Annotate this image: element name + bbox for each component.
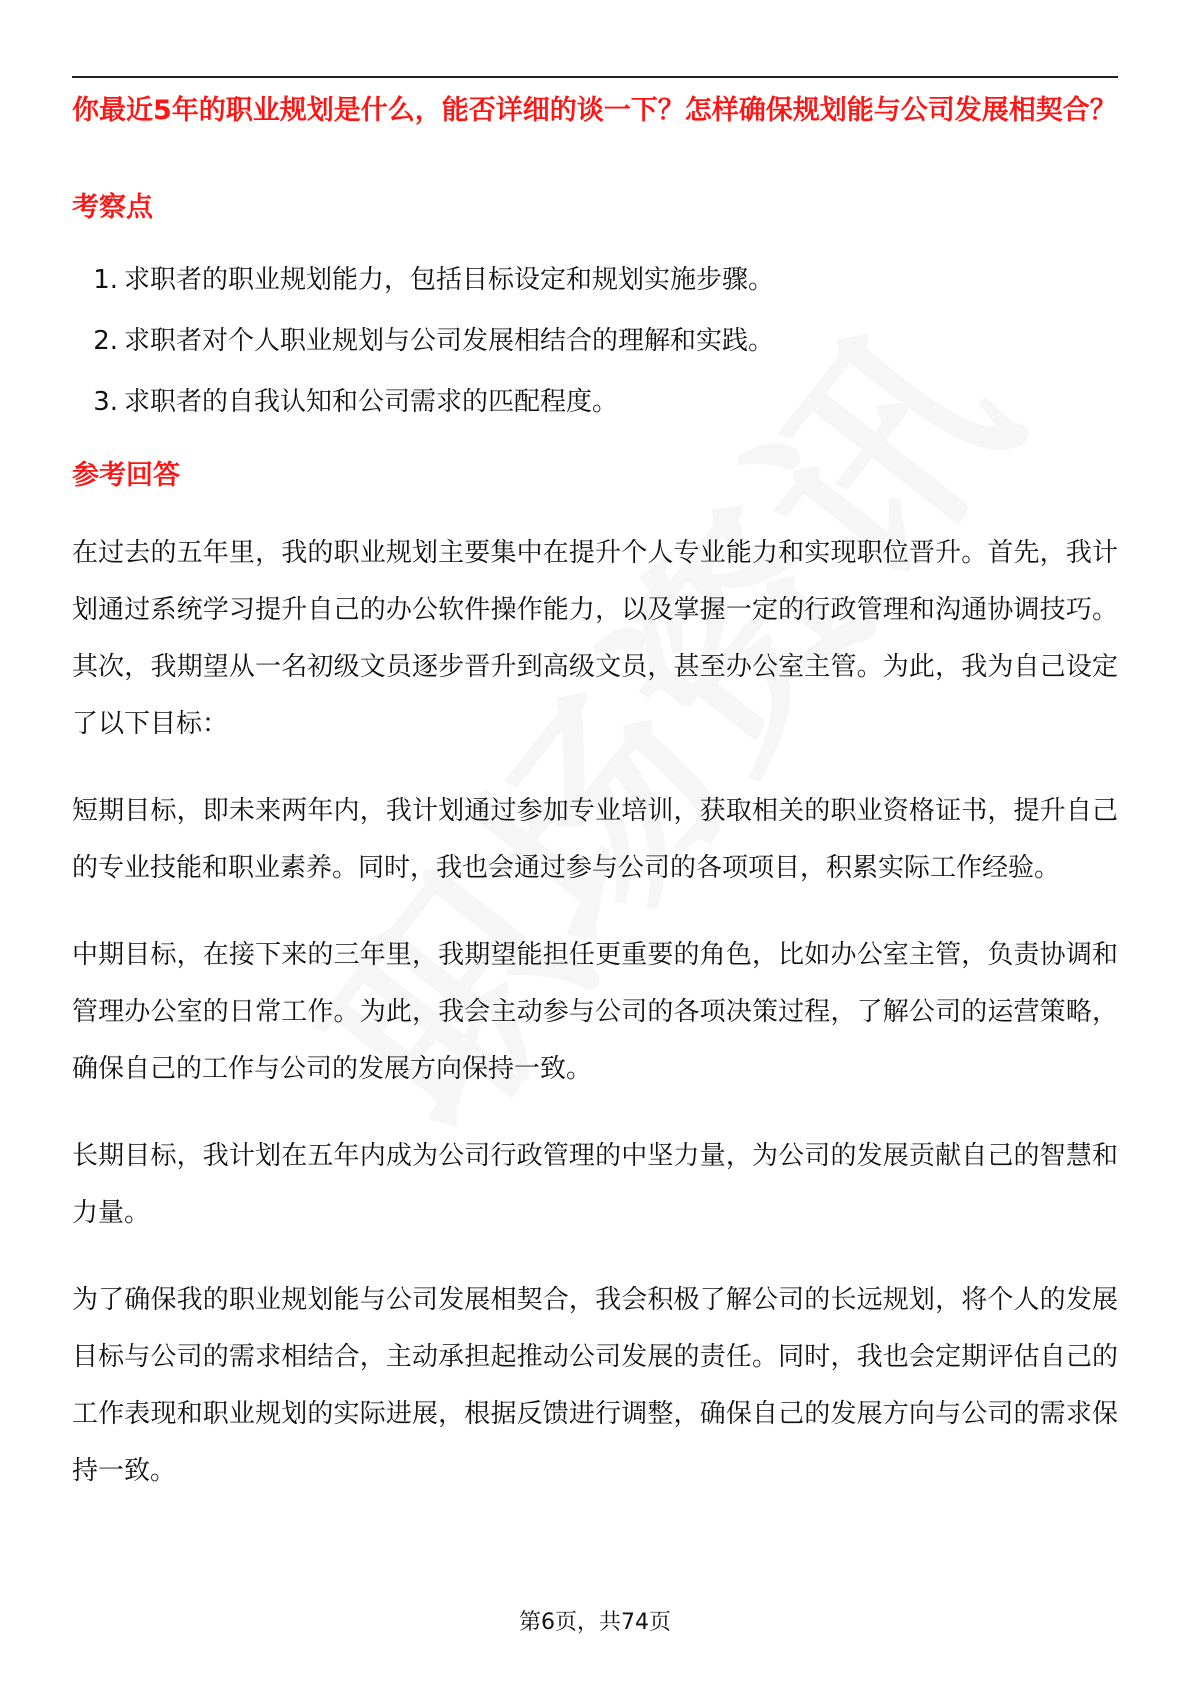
list-number: 1. [93,265,118,295]
answer-paragraph: 中期目标，在接下来的三年里，我期望能担任更重要的角色，比如办公室主管，负责协调和管理办公室的日常工作。为此，我会主动参与公司的各项决策过程，了解公司的运营策略，确保自己的工作与公司的发展方向保持一致。 [72,940,1118,1084]
list-item-text: 求职者的自我认知和公司需求的匹配程度。 [124,387,619,417]
answer-paragraph: 长期目标，我计划在五年内成为公司行政管理的中坚力量，为公司的发展贡献自己的智慧和力量。 [72,1141,1118,1228]
list-item-text: 求职者的职业规划能力，包括目标设定和规划实施步骤。 [124,265,775,295]
top-divider [72,76,1118,78]
list-item [72,262,1118,298]
answer-paragraph: 短期目标，即未来两年内，我计划通过参加专业培训，获取相关的职业资格证书，提升自己的专业技能和职业素养。同时，我也会通过参与公司的各项项目，积累实际工作经验。 [72,796,1118,883]
points-list [72,262,1118,445]
list-item [72,323,1118,359]
list-number: 2. [93,326,118,356]
question-title: 你最近5年的职业规划是什么，能否详细的谈一下？怎样确保规划能与公司发展相契合？ [72,95,1117,126]
answer-paragraph: 为了确保我的职业规划能与公司发展相契合，我会积极了解公司的长远规划，将个人的发展目标与公司的需求相结合，主动承担起推动公司发展的责任。同时，我也会定期评估自己的工作表现和职业规划的实际进展，根据反馈进行调整，确保自己的发展方向与公司的需求保持一致。 [72,1285,1118,1486]
list-item [72,384,1118,420]
answer-heading: 参考回答 [72,460,180,491]
answer-paragraph: 在过去的五年里，我的职业规划主要集中在提升个人专业能力和实现职位晋升。首先，我计划通过系统学习提升自己的办公软件操作能力，以及掌握一定的行政管理和沟通协调技巧。其次，我期望从一名初级文员逐步晋升到高级文员，甚至办公室主管。为此，我为自己设定了以下目标： [72,538,1118,739]
answer-body [72,525,1118,1530]
points-heading: 考察点 [72,192,153,223]
list-item-text: 求职者对个人职业规划与公司发展相结合的理解和实践。 [124,326,775,356]
list-number: 3. [93,387,118,417]
page-number: 第6页，共74页 [519,1610,671,1635]
